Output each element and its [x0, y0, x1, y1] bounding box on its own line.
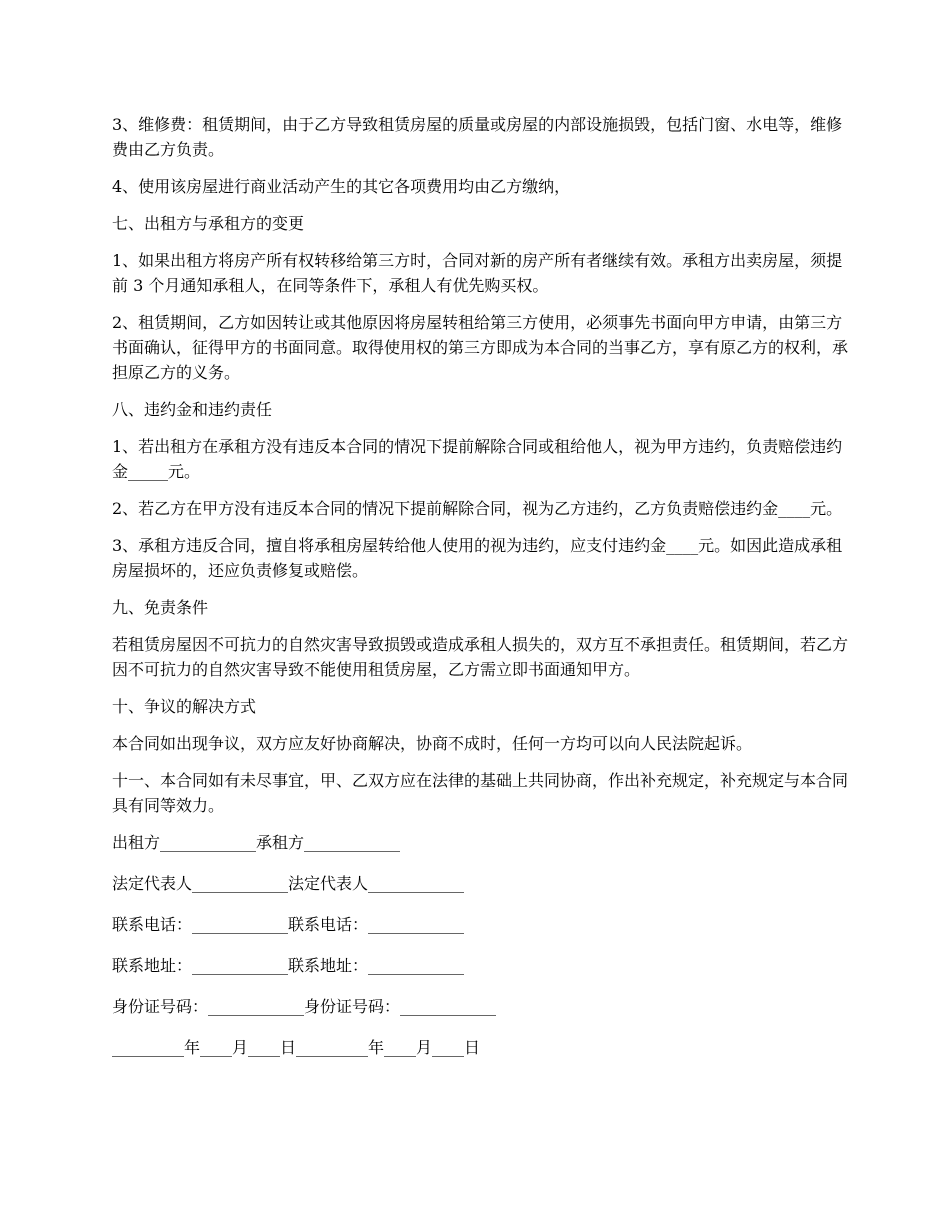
clause-sublease: 2、租赁期间，乙方如因转让或其他原因将房屋转租给第三方使用，必须事先书面向甲方申请，由第三方书面确认，征得甲方的书面同意。取得使用权的第三方即成为本合同的当事乙方，享有原乙方的权利，承担原乙方的义务。	[112, 313, 849, 382]
clause-other-fees: 4、使用该房屋进行商业活动产生的其它各项费用均由乙方缴纳，	[112, 177, 571, 196]
clause-lessor-breach: 1、若出租方在承租方没有违反本合同的情况下提前解除合同或租给他人，视为甲方违约，负责赔偿违约金_____元。	[112, 437, 843, 481]
signature-legal-rep-line: 法定代表人____________法定代表人____________	[112, 874, 465, 893]
signature-lessor-line: 出租方____________承租方____________	[112, 833, 401, 852]
clause-supplementary: 十一、本合同如有未尽事宜，甲、乙双方应在法律的基础上共同协商，作出补充规定，补充规定与本合同具有同等效力。	[112, 771, 849, 815]
clause-lessee-breach: 2、若乙方在甲方没有违反本合同的情况下提前解除合同，视为乙方违约，乙方负责赔偿违约金____元。	[112, 499, 843, 518]
clause-dispute-resolution: 本合同如出现争议，双方应友好协商解决，协商不成时，任何一方均可以向人民法院起诉。	[112, 734, 753, 753]
contract-page	[112, 112, 854, 1076]
section-heading-7: 七、出租方与承租方的变更	[112, 214, 305, 233]
signature-block	[112, 830, 854, 1060]
signature-phone-line: 联系电话：____________联系电话：____________	[112, 915, 465, 934]
signature-id-line: 身份证号码：____________身份证号码：____________	[112, 997, 497, 1016]
signature-address-line: 联系地址：____________联系地址：____________	[112, 956, 465, 975]
section-heading-8: 八、违约金和违约责任	[112, 400, 273, 419]
clause-unauthorized-transfer: 3、承租方违反合同，擅自将承租房屋转给他人使用的视为违约，应支付违约金____元。如因此造成承租房屋损坏的，还应负责修复或赔偿。	[112, 536, 843, 580]
section-heading-9: 九、免责条件	[112, 598, 209, 617]
clause-maintenance-fee: 3、维修费：租赁期间，由于乙方导致租赁房屋的质量或房屋的内部设施损毁，包括门窗、水电等，维修费由乙方负责。	[112, 115, 843, 159]
clause-ownership-transfer: 1、如果出租方将房产所有权转移给第三方时，合同对新的房产所有者继续有效。承租方出卖房屋，须提前 3 个月通知承租人，在同等条件下，承租人有优先购买权。	[112, 251, 843, 295]
signature-date-line: _________年____月____日_________年____月____日	[112, 1038, 481, 1057]
clause-force-majeure: 若租赁房屋因不可抗力的自然灾害导致损毁或造成承租人损失的，双方互不承担责任。租赁期间，若乙方因不可抗力的自然灾害导致不能使用租赁房屋，乙方需立即书面通知甲方。	[112, 635, 849, 679]
section-heading-10: 十、争议的解决方式	[112, 697, 257, 716]
